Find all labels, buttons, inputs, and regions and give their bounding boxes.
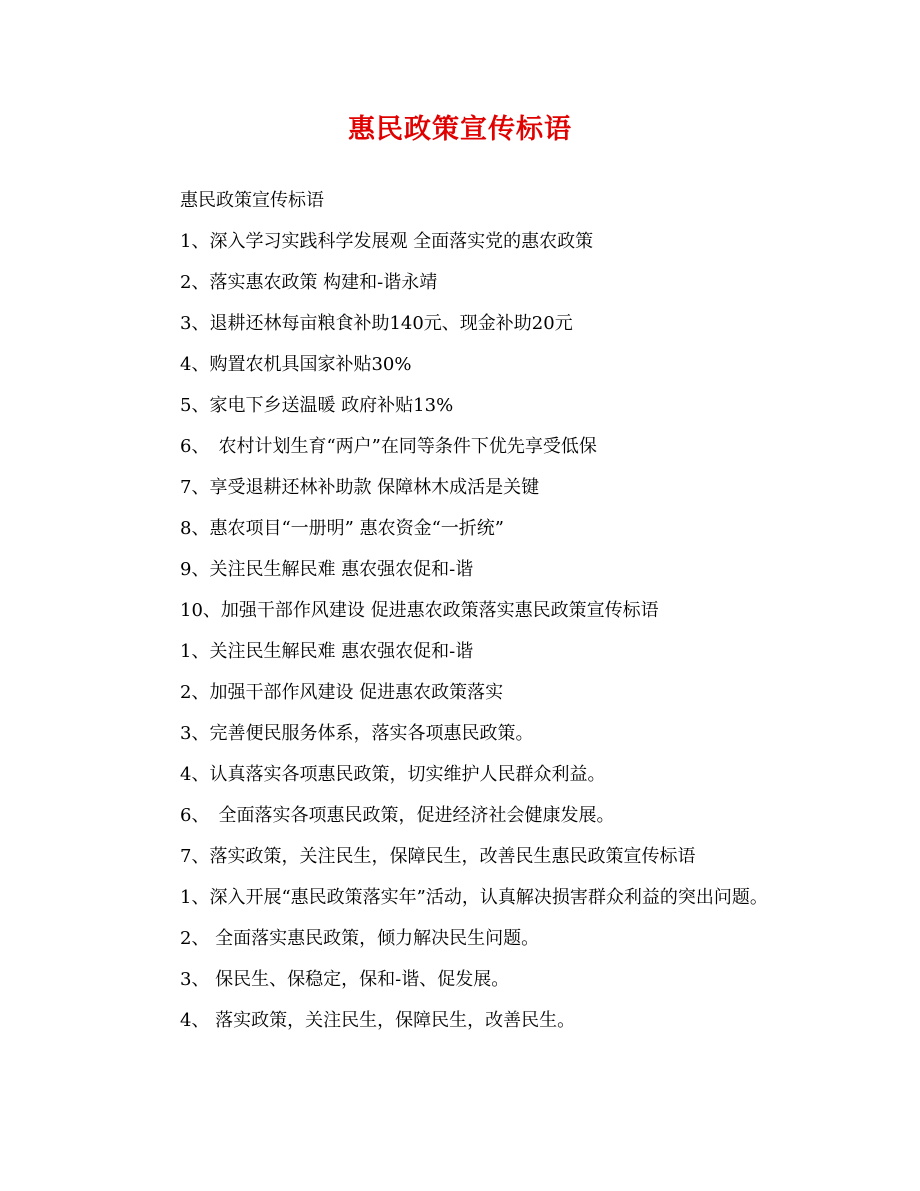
text-line: 4、 落实政策，关注民生，保障民生，改善民生。 [180, 1010, 576, 1031]
text-line: 1、关注民生解民难 惠农强农促和-谐 [180, 641, 474, 662]
text-line: 3、完善便民服务体系，落实各项惠民政策。 [180, 723, 534, 744]
text-line: 7、落实政策，关注民生，保障民生，改善民生惠民政策宣传标语 [180, 846, 696, 867]
text-line: 9、关注民生解民难 惠农强农促和-谐 [180, 559, 474, 580]
text-line: 2、落实惠农政策 构建和-谐永靖 [180, 272, 438, 293]
text-line: 1、深入学习实践科学发展观 全面落实党的惠农政策 [180, 231, 594, 252]
document-body [136, 180, 786, 1041]
text-line: 6、 全面落实各项惠民政策，促进经济社会健康发展。 [180, 805, 615, 826]
text-line: 4、购置农机具国家补贴30% [180, 354, 412, 375]
text-line: 2、加强干部作风建设 促进惠农政策落实 [180, 682, 504, 703]
text-line: 7、享受退耕还林补助款 保障林木成活是关键 [180, 477, 540, 498]
text-line: 10、加强干部作风建设 促进惠农政策落实惠民政策宣传标语 [180, 600, 659, 621]
text-line: 2、 全面落实惠民政策，倾力解决民生问题。 [180, 928, 540, 949]
text-line: 5、家电下乡送温暖 政府补贴13% [180, 395, 454, 416]
document-title: 惠民政策宣传标语 [348, 114, 572, 145]
text-line: 8、惠农项目“一册明” 惠农资金“一折统” [180, 518, 504, 539]
text-line: 6、 农村计划生育“两户”在同等条件下优先享受低保 [180, 436, 597, 457]
text-line: 3、退耕还林每亩粮食补助140元、现金补助20元 [180, 313, 573, 334]
wrapped-paragraph: 1、深入开展“惠民政策落实年”活动，认真解决损害群众利益的突出问题。 [180, 887, 768, 908]
text-line: 4、认真落实各项惠民政策，切实维护人民群众利益。 [180, 764, 606, 785]
text-line: 惠民政策宣传标语 [180, 190, 324, 211]
text-line: 3、 保民生、保稳定，保和-谐、促发展。 [180, 969, 510, 990]
